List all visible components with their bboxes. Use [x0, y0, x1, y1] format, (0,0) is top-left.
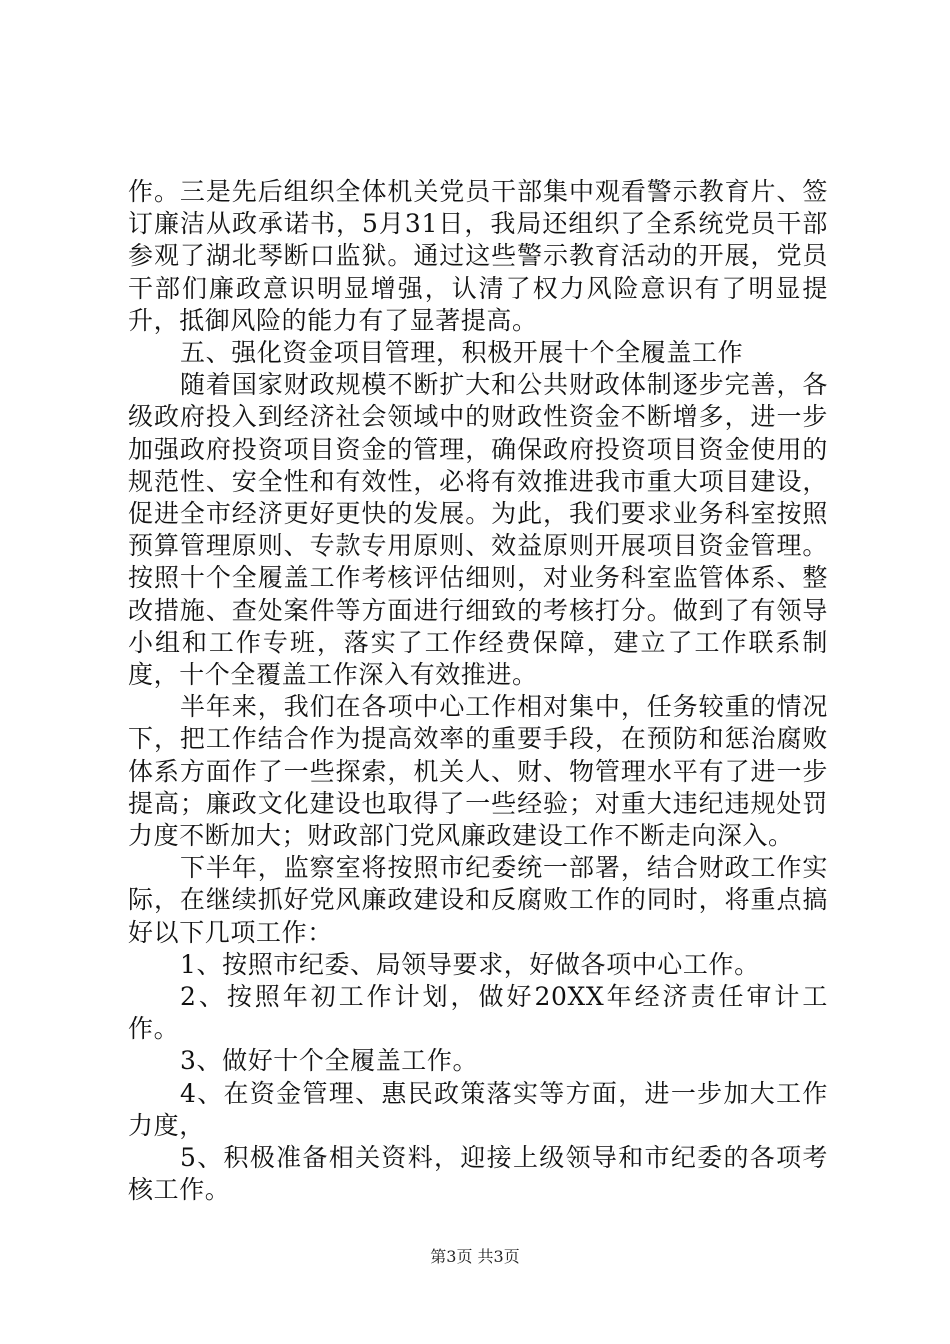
section-heading: 五、强化资金项目管理，积极开展十个全履盖工作 [180, 338, 744, 368]
paragraph: 下半年，监察室将按照市纪委统一部署，结合财政工作实际，在继续抓好党风廉政建设和反腐败工作的同时，将重点搞好以下几项工作： [128, 853, 828, 947]
list-item: 4、在资金管理、惠民政策落实等方面，进一步加大工作力度， [128, 1078, 828, 1140]
paragraph: 半年来，我们在各项中心工作相对集中，任务较重的情况下，把工作结合作为提高效率的重要手段，在预防和惩治腐败体系方面作了一些探索，机关人、财、物管理水平有了进一步提高；廉政文化建设也取得了一些经验；对重大违纪违规处罚力度不断加大；财政部门党风廉政建设工作不断走向深入。 [128, 692, 828, 851]
list-item: 3、做好十个全履盖工作。 [180, 1046, 479, 1076]
document-body [128, 176, 828, 1207]
paragraph-continuation: 作。三是先后组织全体机关党员干部集中观看警示教育片、签订廉洁从政承诺书，5月31日，我局还组织了全系统党员干部参观了湖北琴断口监狱。通过这些警示教育活动的开展，党员干部们廉政意识明显增强，认清了权力风险意识有了明显提升，抵御风险的能力有了显著提高。 [128, 177, 828, 335]
page-number-footer: 第3页 共3页 [430, 1247, 520, 1266]
list-item: 5、积极准备相关资料，迎接上级领导和市纪委的各项考核工作。 [128, 1143, 828, 1205]
list-item: 1、按照市纪委、局领导要求，好做各项中心工作。 [180, 949, 760, 979]
paragraph: 随着国家财政规模不断扩大和公共财政体制逐步完善，各级政府投入到经济社会领域中的财政性资金不断增多，进一步加强政府投资项目资金的管理，确保政府投资项目资金使用的规范性、安全性和有效性，必将有效推进我市重大项目建设，促进全市经济更好更快的发展。为此，我们要求业务科室按照预算管理原则、专款专用原则、效益原则开展项目资金管理。按照十个全履盖工作考核评估细则，对业务科室监管体系、整改措施、查处案件等方面进行细致的考核打分。做到了有领导小组和工作专班，落实了工作经费保障，建立了工作联系制度，十个全覆盖工作深入有效推进。 [128, 370, 828, 690]
list-item: 2、按照年初工作计划，做好20XX年经济责任审计工作。 [128, 982, 828, 1044]
